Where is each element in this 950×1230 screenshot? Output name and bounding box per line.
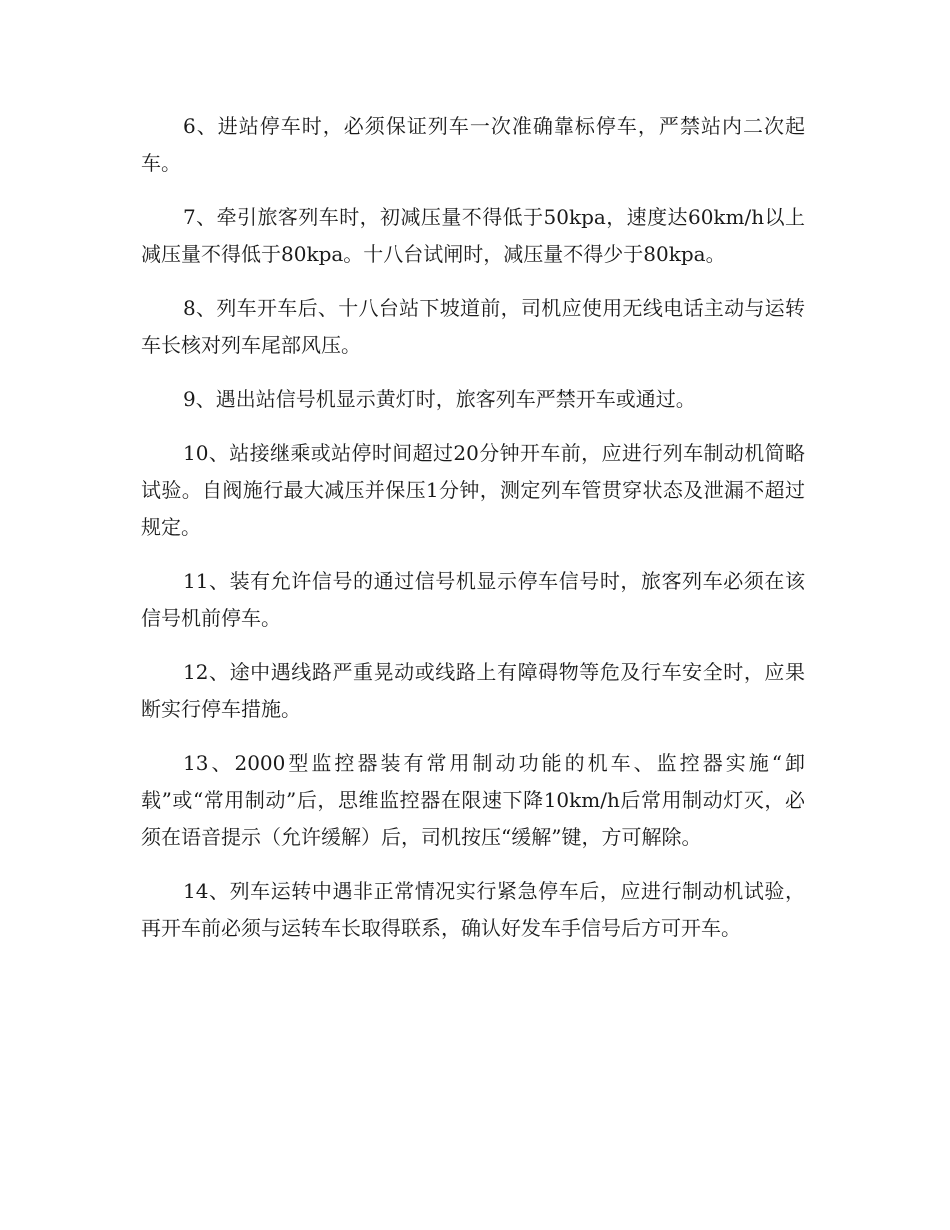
paragraph-item-6: 6、进站停车时，必须保证列车一次准确靠标停车，严禁站内二次起车。 [141, 114, 805, 175]
paragraph-item-14: 14、列车运转中遇非正常情况实行紧急停车后，应进行制动机试验，再开车前必须与运转车长取得联系，确认好发车手信号后方可开车。 [141, 879, 805, 940]
document-body [141, 108, 805, 964]
paragraph-item-11: 11、装有允许信号的通过信号机显示停车信号时，旅客列车必须在该信号机前停车。 [141, 569, 805, 630]
paragraph-item-13: 13、2000型监控器装有常用制动功能的机车、监控器实施“卸载”或“常用制动”后，思维监控器在限速下降10km/h后常用制动灯灭，必须在语音提示（允许缓解）后，司机按压“缓解”键，方可解除。 [141, 751, 805, 849]
paragraph-item-7: 7、牵引旅客列车时，初减压量不得低于50kpa，速度达60km/h以上减压量不得低于80kpa。十八台试闸时，减压量不得少于80kpa。 [141, 205, 805, 266]
paragraph-item-8: 8、列车开车后、十八台站下坡道前，司机应使用无线电话主动与运转车长核对列车尾部风压。 [141, 296, 805, 357]
paragraph-item-9: 9、遇出站信号机显示黄灯时，旅客列车严禁开车或通过。 [183, 387, 696, 411]
paragraph-item-10: 10、站接继乘或站停时间超过20分钟开车前，应进行列车制动机简略试验。自阀施行最大减压并保压1分钟，测定列车管贯穿状态及泄漏不超过规定。 [141, 441, 805, 539]
paragraph-item-12: 12、途中遇线路严重晃动或线路上有障碍物等危及行车安全时，应果断实行停车措施。 [141, 660, 805, 721]
